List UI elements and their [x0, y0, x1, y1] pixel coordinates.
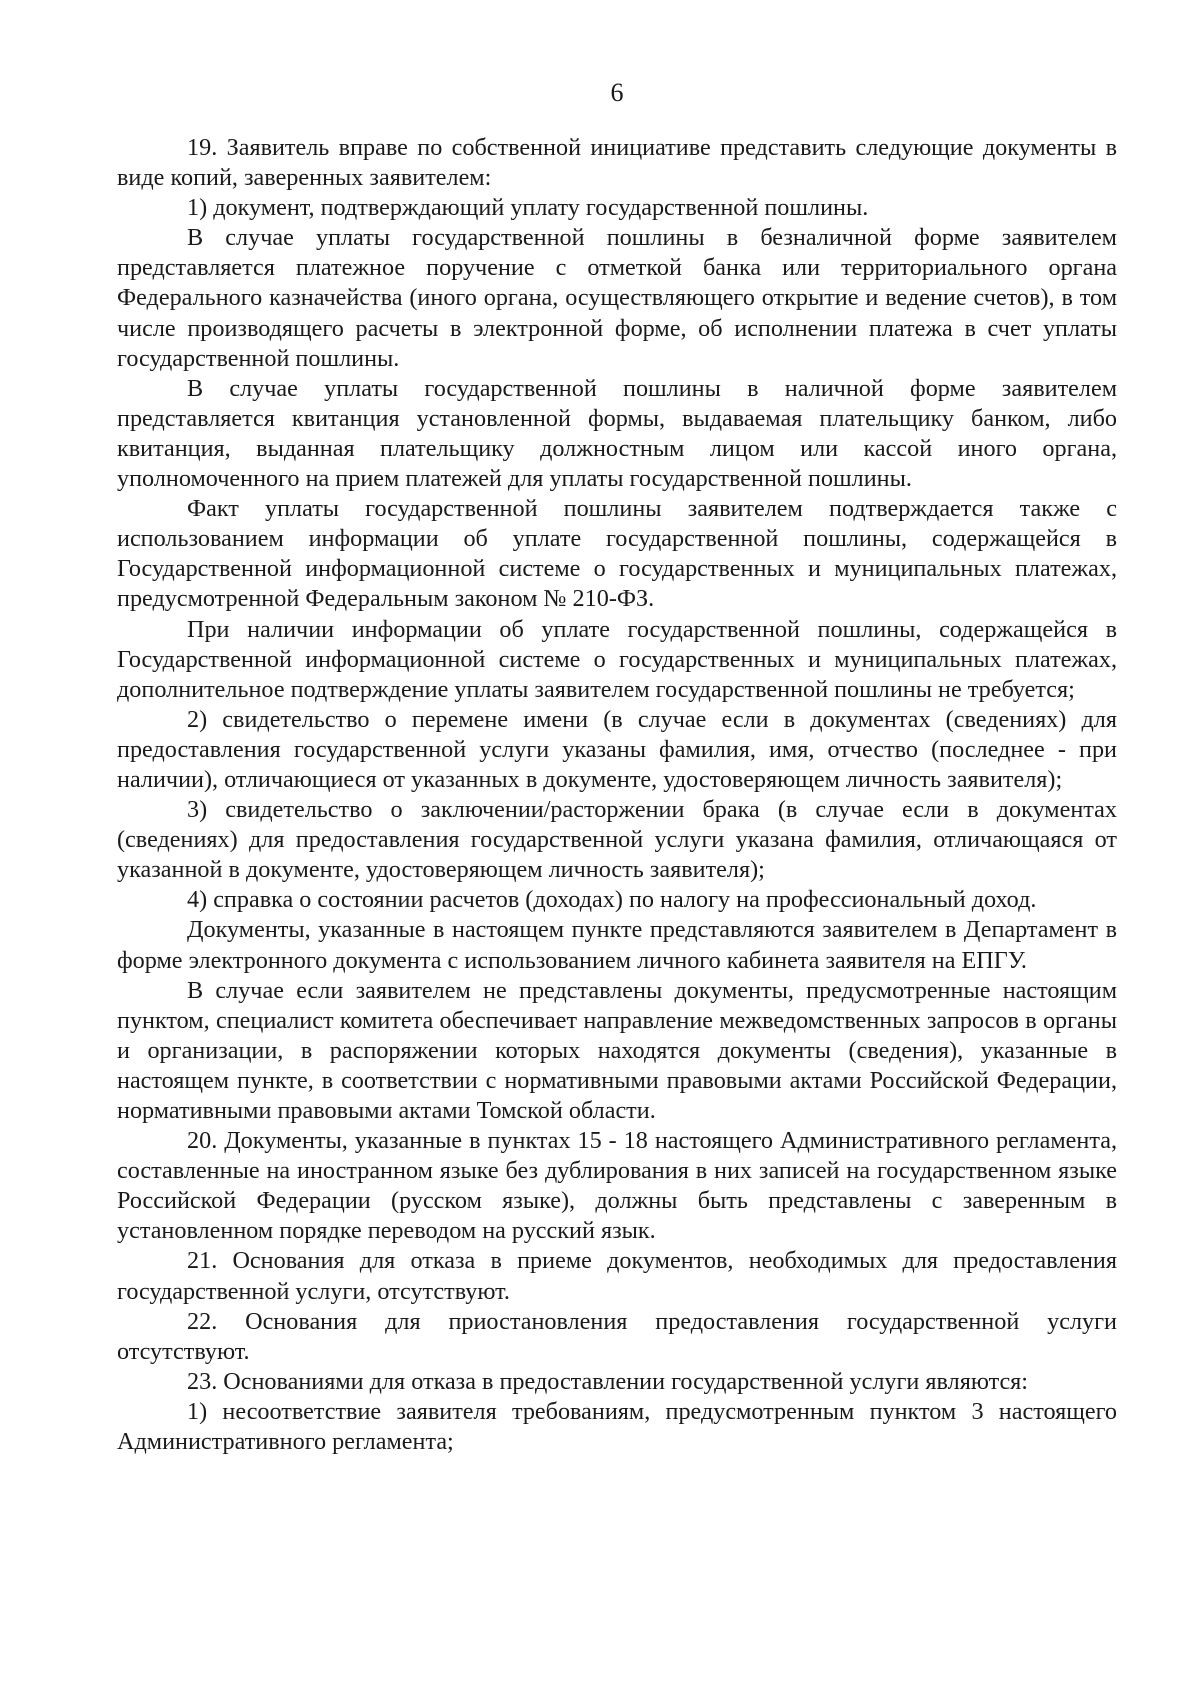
page-number: 6 — [610, 78, 624, 107]
paragraph: 4) справка о состоянии расчетов (доходах) по налогу на профессиональный доход. — [187, 886, 1037, 914]
paragraph: 1) документ, подтверждающий уплату государственной пошлины. — [187, 194, 869, 222]
paragraph: При наличии информации об уплате государственной пошлины, содержащейся в Государственной информационной системе о государственных и муниципальных платежах, дополнительное подтверждение уплаты заявителем государственной пошлины не требуется; — [117, 615, 1117, 703]
paragraph: В случае уплаты государственной пошлины в наличной форме заявителем представляется квитанция установленной формы, выдаваемая плательщику банком, либо квитанция, выданная плательщику должностным лицом или кассой иного органа, уполномоченного на прием платежей для уплаты государственной пошлины. — [117, 374, 1117, 493]
paragraph: 2) свидетельство о перемене имени (в случае если в документах (сведениях) для предоставления государственной услуги указаны фамилия, имя, отчество (последнее - при наличии), отличающиеся от указанных в документе, удостоверяющем личность заявителя); — [117, 705, 1117, 793]
paragraph: 21. Основания для отказа в приеме документов, необходимых для предоставления государственной услуги, отсутствуют. — [117, 1247, 1117, 1305]
paragraph: 19. Заявитель вправе по собственной инициативе представить следующие документы в виде копий, заверенных заявителем: — [117, 134, 1117, 192]
paragraph: 23. Основаниями для отказа в предоставлении государственной услуги являются: — [187, 1367, 1029, 1395]
paragraph: 20. Документы, указанные в пунктах 15 - 18 настоящего Административного регламента, составленные на иностранном языке без дублирования в них записей на государственном языке Российской Федерации (русском языке), должны быть представлены с заверенным в установленном порядке переводом на русский язык. — [117, 1127, 1117, 1245]
document-body — [117, 133, 1117, 1457]
paragraph: В случае если заявителем не представлены документы, предусмотренные настоящим пунктом, специалист комитета обеспечивает направление межведомственных запросов в органы и организации, в распоряжении которых находятся документы (сведения), указанные в настоящем пункте, в соответствии с нормативными правовыми актами Российской Федерации, нормативными правовыми актами Томской области. — [117, 976, 1117, 1124]
paragraph: 1) несоответствие заявителя требованиям, предусмотренным пунктом 3 настоящего Административного регламента; — [117, 1397, 1117, 1456]
paragraph: Факт уплаты государственной пошлины заявителем подтверждается также с использованием информации об уплате государственной пошлины, содержащейся в Государственной информационной системе о государственных и муниципальных платежах, предусмотренной Федеральным законом № 210-ФЗ. — [117, 495, 1117, 613]
paragraph: В случае уплаты государственной пошлины в безналичной форме заявителем представляется платежное поручение с отметкой банка или территориального органа Федерального казначейства (иного органа, осуществляющего открытие и ведение счетов), в том числе производящего расчеты в электронной форме, об исполнении платежа в счет уплаты государственной пошлины. — [117, 224, 1117, 372]
paragraph: 3) свидетельство о заключении/расторжении брака (в случае если в документах (сведениях) для предоставления государственной услуги указана фамилия, отличающаяся от указанной в документе, удостоверяющем личность заявителя); — [117, 796, 1117, 884]
paragraph: 22. Основания для приостановления предоставления государственной услуги отсутствуют. — [117, 1307, 1117, 1365]
paragraph: Документы, указанные в настоящем пункте представляются заявителем в Департамент в форме электронного документа с использованием личного кабинета заявителя на ЕПГУ. — [117, 916, 1117, 974]
